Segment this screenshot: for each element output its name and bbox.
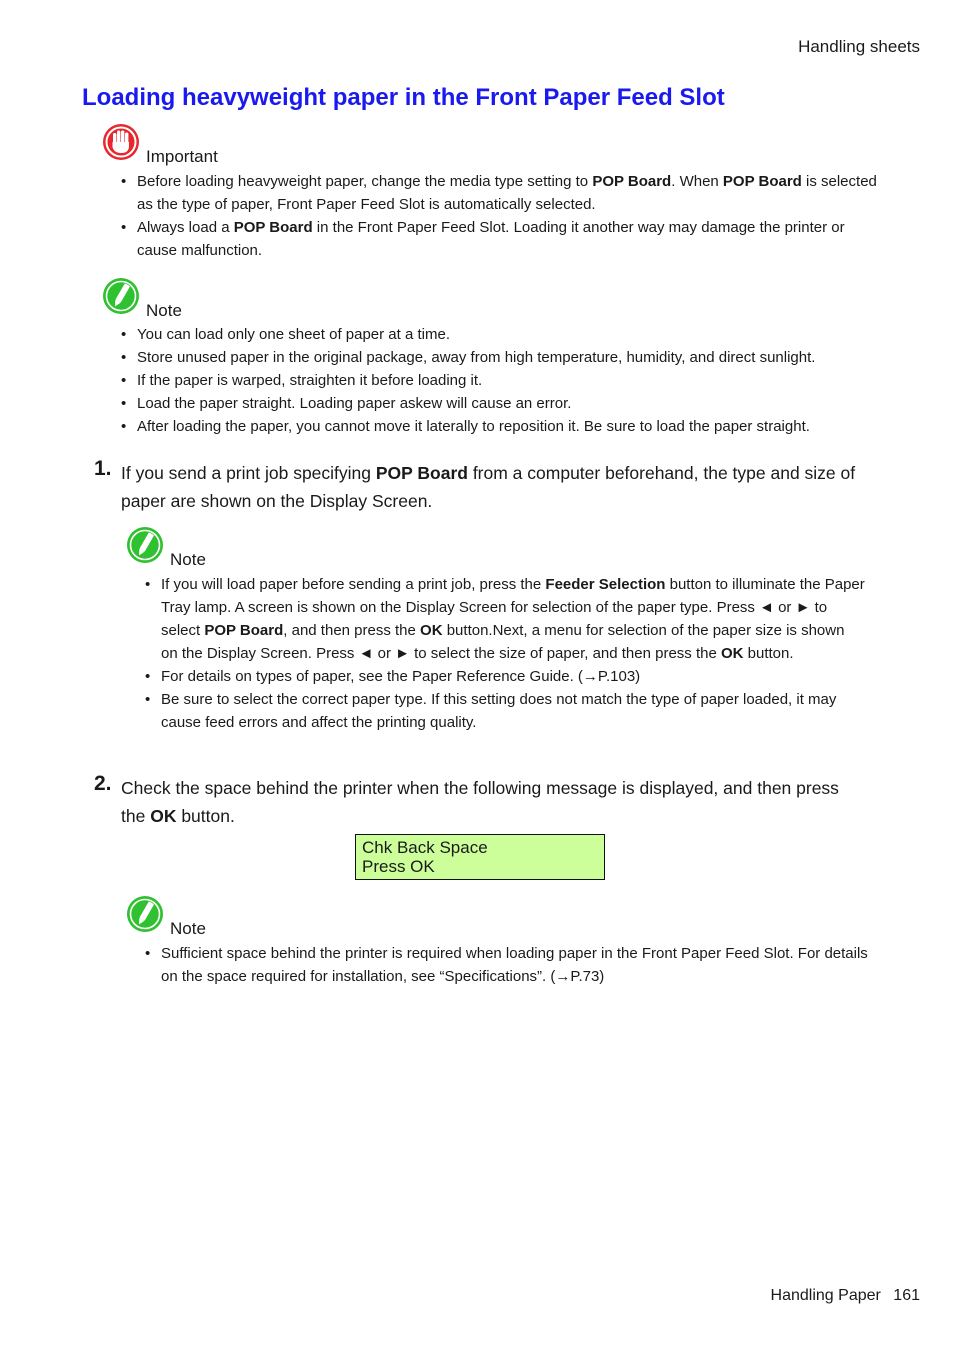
text-run: Load the paper straight. Loading paper askew will cause an error.	[137, 395, 572, 412]
text-run: is selected as the type of paper, Front Paper Feed Slot is automatically selected.	[137, 173, 877, 213]
text-run: . When	[671, 173, 723, 190]
step-text	[121, 774, 864, 830]
bold-term: POP Board	[204, 622, 284, 639]
step-1	[94, 459, 864, 515]
note-callout-1	[101, 276, 881, 438]
bullet-item	[145, 688, 865, 734]
text-run: from a computer beforehand, the type and size of paper are shown on the Display Screen.	[121, 463, 856, 511]
text-run: For details on types of paper, see the Paper Reference Guide. (→P.103)	[161, 668, 641, 685]
note-label: Note	[170, 919, 206, 938]
display-line-2: Press OK	[362, 857, 435, 876]
bullet-item	[121, 415, 881, 438]
bold-term: POP Board	[592, 173, 672, 190]
text-run: button.Next, a menu for selection of the paper size is shown on the Display Screen. Press ◄ or ► to select the size of paper, and then press the	[161, 622, 845, 662]
text-run: If you send a print job specifying	[121, 463, 376, 483]
step-text	[121, 459, 864, 515]
note-list-3	[145, 942, 885, 988]
text-run: You can load only one sheet of paper at a time.	[137, 326, 451, 343]
bullet-item	[145, 942, 885, 988]
display-line-1: Chk Back Space	[362, 838, 488, 857]
bullet-item	[145, 573, 865, 665]
text-run: , and then press the	[283, 622, 421, 639]
note-callout-3	[125, 894, 885, 988]
pencil-icon	[125, 894, 165, 934]
bullet-item	[121, 369, 881, 392]
text-run: Store unused paper in the original package, away from high temperature, humidity, and direct sunlight.	[137, 349, 816, 366]
note-list-1	[121, 323, 881, 438]
step-number: 1.	[94, 457, 112, 480]
footer-chapter: Handling Paper	[770, 1287, 881, 1304]
important-label: Important	[146, 147, 218, 166]
bullet-item	[121, 216, 881, 262]
bullet-item	[121, 346, 881, 369]
text-run: button to illuminate the Paper Tray lamp. A screen is shown on the Display Screen for selection of the paper type. Press ◄ or ► to select	[161, 576, 865, 639]
bullet-item	[121, 392, 881, 415]
page-title: Loading heavyweight paper in the Front Paper Feed Slot	[82, 84, 725, 111]
note-label: Note	[170, 550, 206, 569]
bold-term: POP Board	[233, 219, 313, 236]
bold-term: Feeder Selection	[545, 576, 666, 593]
pencil-icon	[125, 525, 165, 565]
step-number: 2.	[94, 772, 112, 795]
note-list-2	[145, 573, 865, 734]
text-run: If the paper is warped, straighten it before loading it.	[137, 372, 483, 389]
page-footer	[771, 1287, 920, 1305]
text-run: Always load a	[137, 219, 234, 236]
text-run: After loading the paper, you cannot move it laterally to reposition it. Be sure to load the paper straight.	[137, 418, 810, 435]
note-label: Note	[146, 301, 182, 320]
text-run: Before loading heavyweight paper, change the media type setting to	[137, 173, 593, 190]
important-callout	[101, 122, 881, 262]
important-list	[121, 170, 881, 262]
bold-term: OK	[420, 622, 443, 639]
note-callout-2	[125, 525, 865, 734]
text-run: button.	[743, 645, 794, 662]
bold-term: POP Board	[722, 173, 802, 190]
text-run: Check the space behind the printer when the following message is displayed, and then press the	[121, 778, 839, 826]
bullet-item	[145, 665, 865, 688]
bullet-item	[121, 170, 881, 216]
text-run: Sufficient space behind the printer is required when loading paper in the Front Paper Feed Slot. For details on the space required for installation, see “Specifications”. (→P.73)	[161, 945, 868, 985]
running-header: Handling sheets	[798, 37, 920, 56]
page-number: 161	[893, 1287, 920, 1304]
pencil-icon	[101, 276, 141, 316]
bold-term: POP Board	[375, 463, 468, 483]
display-screen-message	[355, 834, 605, 880]
text-run: button.	[176, 806, 235, 826]
step-2	[94, 774, 864, 830]
bullet-item	[121, 323, 881, 346]
bold-term: OK	[721, 645, 744, 662]
text-run: in the Front Paper Feed Slot. Loading it another way may damage the printer or cause malfunction.	[137, 219, 845, 259]
text-run: If you will load paper before sending a print job, press the	[161, 576, 546, 593]
stop-hand-icon	[101, 122, 141, 162]
text-run: Be sure to select the correct paper type. If this setting does not match the type of paper loaded, it may cause feed errors and affect the printing quality.	[161, 691, 837, 731]
bold-term: OK	[150, 806, 177, 826]
